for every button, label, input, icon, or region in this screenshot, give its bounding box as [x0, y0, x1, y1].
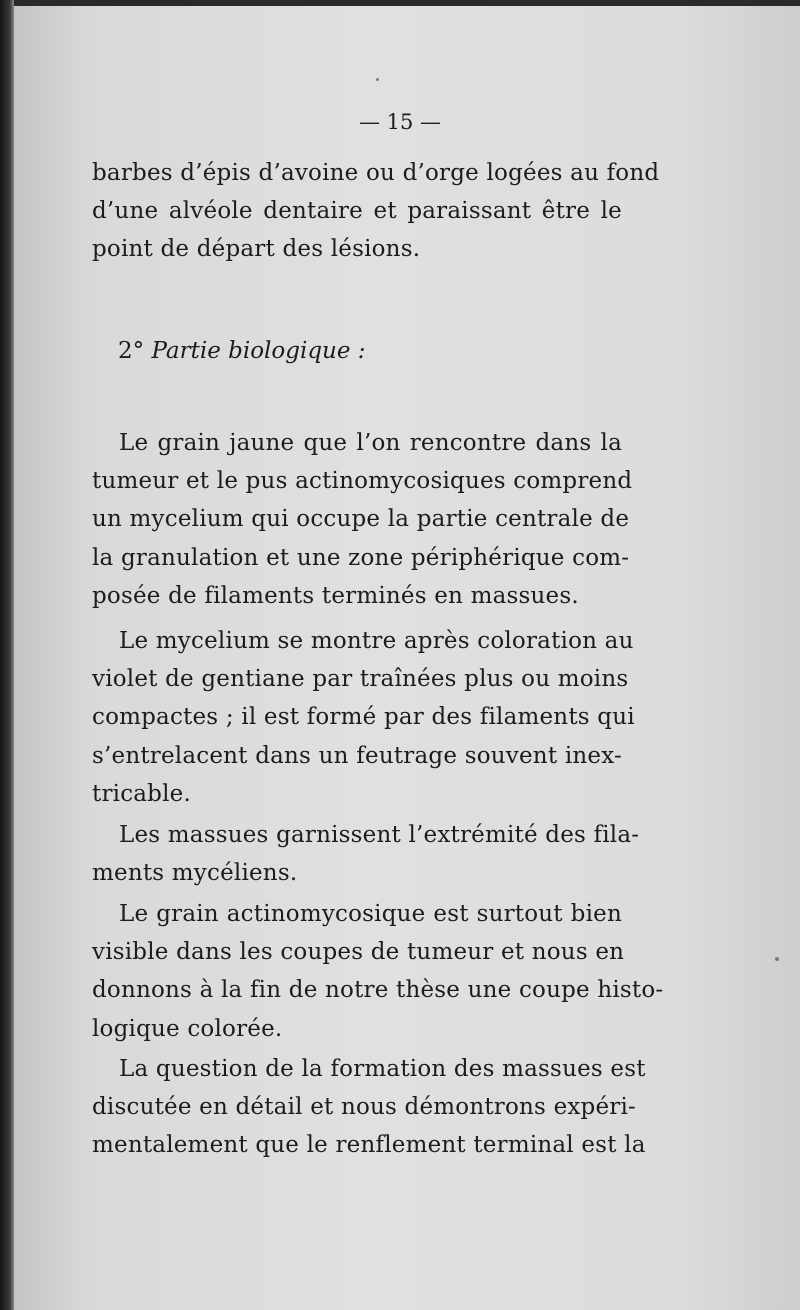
text-line: La question de la formation des massues est: [119, 1056, 646, 1082]
text-line: Le grain jaune que l’on rencontre dans la: [119, 430, 622, 456]
continuation-paragraph: [92, 154, 660, 269]
text-line: barbes d’épis d’avoine ou d’orge logées au fond: [92, 160, 660, 186]
text-line: un mycelium qui occupe la partie centrale de: [92, 506, 630, 533]
text-line: point de départ des lésions.: [92, 236, 421, 263]
text-line: Le grain actinomycosique est surtout bien: [119, 901, 622, 927]
text-line: donnons à la fin de notre thèse une coupe histo-: [92, 977, 664, 1004]
paragraph-3: [92, 816, 640, 892]
text-line: discutée en détail et nous démontrons expéri-: [92, 1094, 637, 1121]
text-line: visible dans les coupes de tumeur et nous en: [92, 939, 625, 966]
text-line: Le mycelium se montre après coloration au: [119, 628, 634, 654]
text-line: la granulation et une zone périphérique com-: [92, 544, 630, 571]
text-line: compactes ; il est formé par des filaments qui: [92, 704, 635, 731]
paper-speck: [376, 78, 379, 81]
page-number: — 15 —: [358, 110, 442, 134]
text-line: s’entrelacent dans un feutrage souvent inex-: [92, 742, 622, 769]
text-line: ments mycéliens.: [92, 860, 298, 887]
paper-speck: [775, 957, 779, 961]
text-line: tumeur et le pus actinomycosiques comprend: [92, 468, 633, 495]
section-number: 2°: [118, 338, 152, 364]
section-title: Partie biologique :: [151, 338, 366, 364]
text-line: Les massues garnissent l’extrémité des fila-: [119, 822, 640, 848]
paragraph-1: [92, 424, 633, 615]
text-line: posée de filaments terminés en massues.: [92, 582, 579, 609]
text-line: d’une alvéole dentaire et paraissant être le: [92, 198, 622, 225]
paragraph-4: [92, 895, 664, 1048]
text-line: violet de gentiane par traînées plus ou moins: [92, 666, 629, 693]
text-line: logique colorée.: [92, 1015, 283, 1042]
scan-left-edge: [0, 0, 14, 1310]
paragraph-5: [92, 1050, 646, 1165]
section-heading: [118, 338, 366, 364]
text-line: tricable.: [92, 780, 191, 807]
text-line: mentalement que le renflement terminal est la: [92, 1132, 646, 1159]
paragraph-2: [92, 622, 635, 813]
